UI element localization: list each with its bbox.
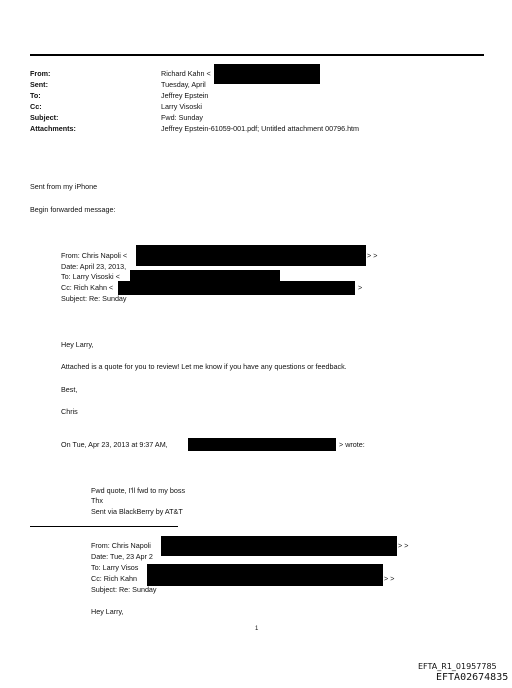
quoted-line-1: Fwd quote, I'll fwd to my boss	[91, 486, 186, 495]
fwd1-cc-end: >	[358, 283, 363, 292]
from-label: From:	[30, 69, 51, 78]
attachments-label: Attachments:	[30, 124, 76, 133]
fwd2-to: To: Larry Visos	[91, 563, 139, 572]
redaction-block	[147, 564, 383, 586]
redaction-block	[130, 270, 280, 281]
fwd1-subject: Subject: Re: Sunday	[61, 294, 127, 303]
sent-from-iphone: Sent from my iPhone	[30, 182, 98, 191]
from-value: Richard Kahn <	[161, 69, 211, 78]
fwd1-date: Date: April 23, 2013,	[61, 262, 127, 271]
redaction-block	[161, 536, 397, 556]
redaction-block	[118, 281, 355, 295]
quoted-line-2: Thx	[91, 496, 103, 505]
begin-forwarded-message: Begin forwarded message:	[30, 205, 116, 214]
header-rule	[30, 54, 484, 56]
fwd2-cc: Cc: Rich Kahn	[91, 574, 137, 583]
fwd2-greeting: Hey Larry,	[91, 607, 124, 616]
fwd2-subject: Subject: Re: Sunday	[91, 585, 157, 594]
fwd1-from-end: > >	[367, 251, 378, 260]
fwd2-date: Date: Tue, 23 Apr 2	[91, 552, 153, 561]
subject-value: Fwd: Sunday	[161, 113, 203, 122]
on-date-line: On Tue, Apr 23, 2013 at 9:37 AM,	[61, 440, 168, 449]
fwd1-to: To: Larry Visoski <	[61, 272, 120, 281]
fwd2-from: From: Chris Napoli	[91, 541, 151, 550]
fwd1-cc: Cc: Rich Kahn <	[61, 283, 114, 292]
quoted-line-3: Sent via BlackBerry by AT&T	[91, 507, 183, 516]
fwd1-from: From: Chris Napoli <	[61, 251, 128, 260]
doc-id-1: EFTA_R1_01957785	[418, 662, 497, 671]
to-value: Jeffrey Epstein	[161, 91, 209, 100]
sent-label: Sent:	[30, 80, 48, 89]
message-closing: Best,	[61, 385, 78, 394]
subject-label: Subject:	[30, 113, 59, 122]
fwd2-cc-end: > >	[384, 574, 395, 583]
to-label: To:	[30, 91, 41, 100]
message-greeting: Hey Larry,	[61, 340, 94, 349]
sent-value: Tuesday, April	[161, 80, 206, 89]
quote-separator	[30, 526, 178, 527]
wrote-text: > wrote:	[339, 440, 365, 449]
redaction-block	[188, 438, 336, 451]
cc-value: Larry Visoski	[161, 102, 203, 111]
redaction-block	[214, 64, 320, 84]
message-signature: Chris	[61, 407, 78, 416]
cc-label: Cc:	[30, 102, 42, 111]
page-number: 1	[255, 626, 259, 632]
fwd2-from-end: > >	[398, 541, 409, 550]
redaction-block	[136, 245, 366, 266]
attachments-value: Jeffrey Epstein-61059-001.pdf; Untitled attachment 00796.htm	[161, 124, 360, 133]
message-line: Attached is a quote for you to review! Let me know if you have any questions or feedback.	[61, 362, 347, 371]
doc-id-2: EFTA02674835	[436, 672, 509, 683]
